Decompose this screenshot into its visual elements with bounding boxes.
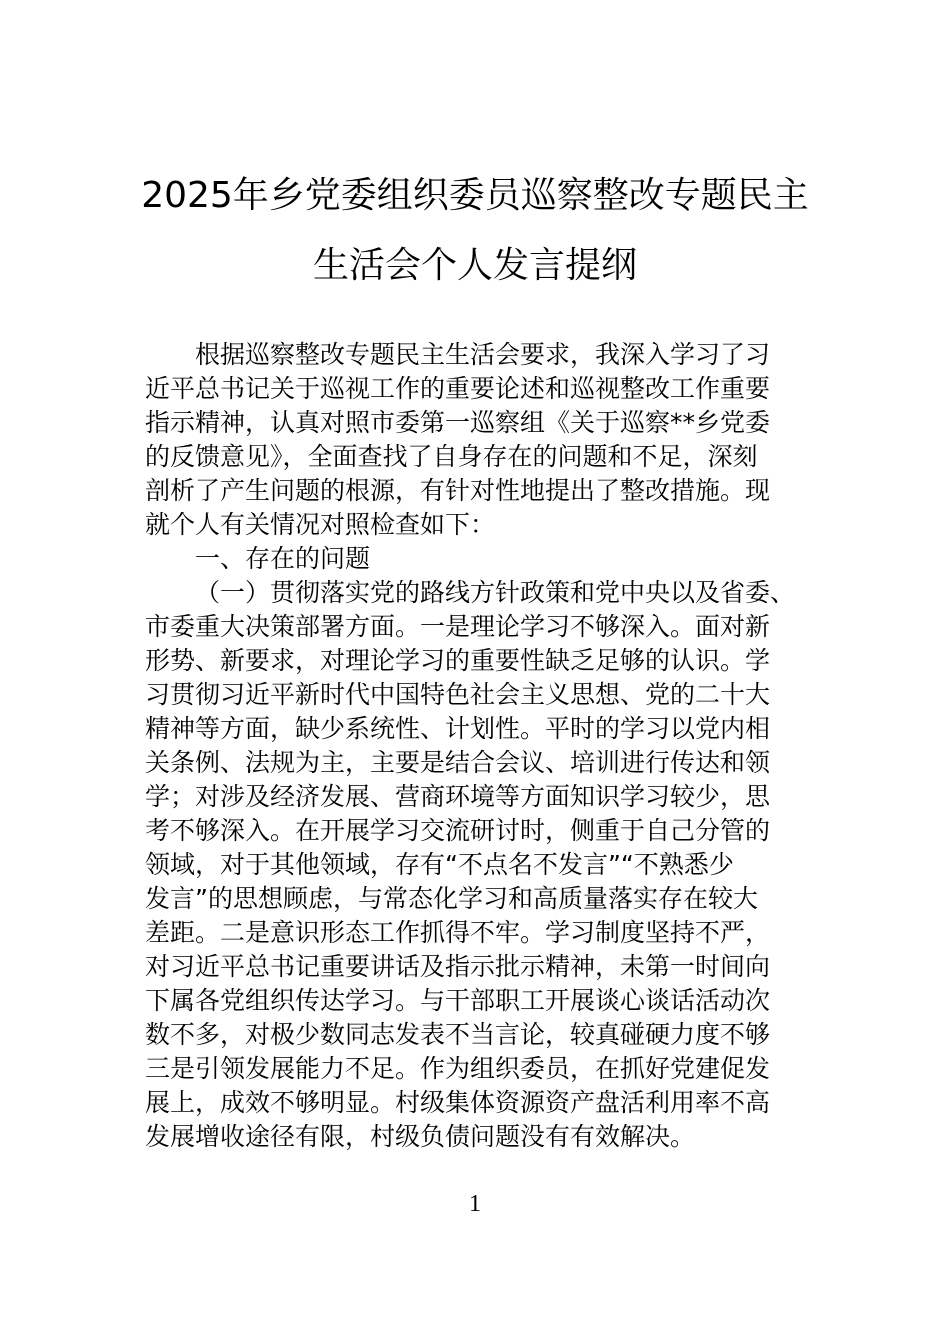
body-line: 三是引领发展能力不足。作为组织委员，在抓好党建促发 [145,1054,771,1083]
body-line: 关条例、法规为主，主要是结合会议、培训进行传达和领 [145,748,771,777]
body-line: 精神等方面，缺少系统性、计划性。平时的学习以党内相 [145,714,771,743]
body-line: 根据巡察整改专题民主生活会要求，我深入学习了习 [195,340,771,369]
body-line: 发展增收途径有限，村级负债问题没有有效解决。 [145,1122,696,1151]
body-line: 近平总书记关于巡视工作的重要论述和巡视整改工作重要 [145,374,771,403]
body-line: 发言”的思想顾虑，与常态化学习和高质量落实存在较大 [145,884,758,913]
document-title-line-1: 2025年乡党委组织委员巡察整改专题民主 [141,175,809,216]
document-title-line-2: 生活会个人发言提纲 [312,245,637,286]
document-body [145,338,845,1154]
subsection-heading-line: （一）贯彻落实党的路线方针政策和党中央以及省委、 [195,578,796,607]
body-line: 下属各党组织传达学习。与干部职工开展谈心谈话活动次 [145,986,771,1015]
body-line: 展上，成效不够明显。村级集体资源资产盘活利用率不高 [145,1088,771,1117]
section-heading: 一、存在的问题 [195,544,371,573]
page-number: 1 [469,1191,481,1217]
body-line: 数不多，对极少数同志发表不当言论，较真碰硬力度不够 [145,1020,771,1049]
body-line: 剖析了产生问题的根源，有针对性地提出了整改措施。现 [145,476,771,505]
body-line: 就个人有关情况对照检查如下： [145,510,496,539]
body-line: 学；对涉及经济发展、营商环境等方面知识学习较少，思 [145,782,771,811]
body-line: 市委重大决策部署方面。一是理论学习不够深入。面对新 [145,612,771,641]
body-line: 指示精神，认真对照市委第一巡察组《关于巡察**乡党委 [145,408,771,437]
body-line: 差距。二是意识形态工作抓得不牢。学习制度坚持不严， [145,918,771,947]
body-line: 对习近平总书记重要讲话及指示批示精神，未第一时间向 [145,952,771,981]
body-line: 考不够深入。在开展学习交流研讨时，侧重于自己分管的 [145,816,771,845]
body-line: 习贯彻习近平新时代中国特色社会主义思想、党的二十大 [145,680,771,709]
body-line: 的反馈意见》，全面查找了自身存在的问题和不足，深刻 [145,442,758,471]
body-line: 领域，对于其他领域，存有“不点名不发言”“不熟悉少 [145,850,734,879]
body-line: 形势、新要求，对理论学习的重要性缺乏足够的认识。学 [145,646,771,675]
